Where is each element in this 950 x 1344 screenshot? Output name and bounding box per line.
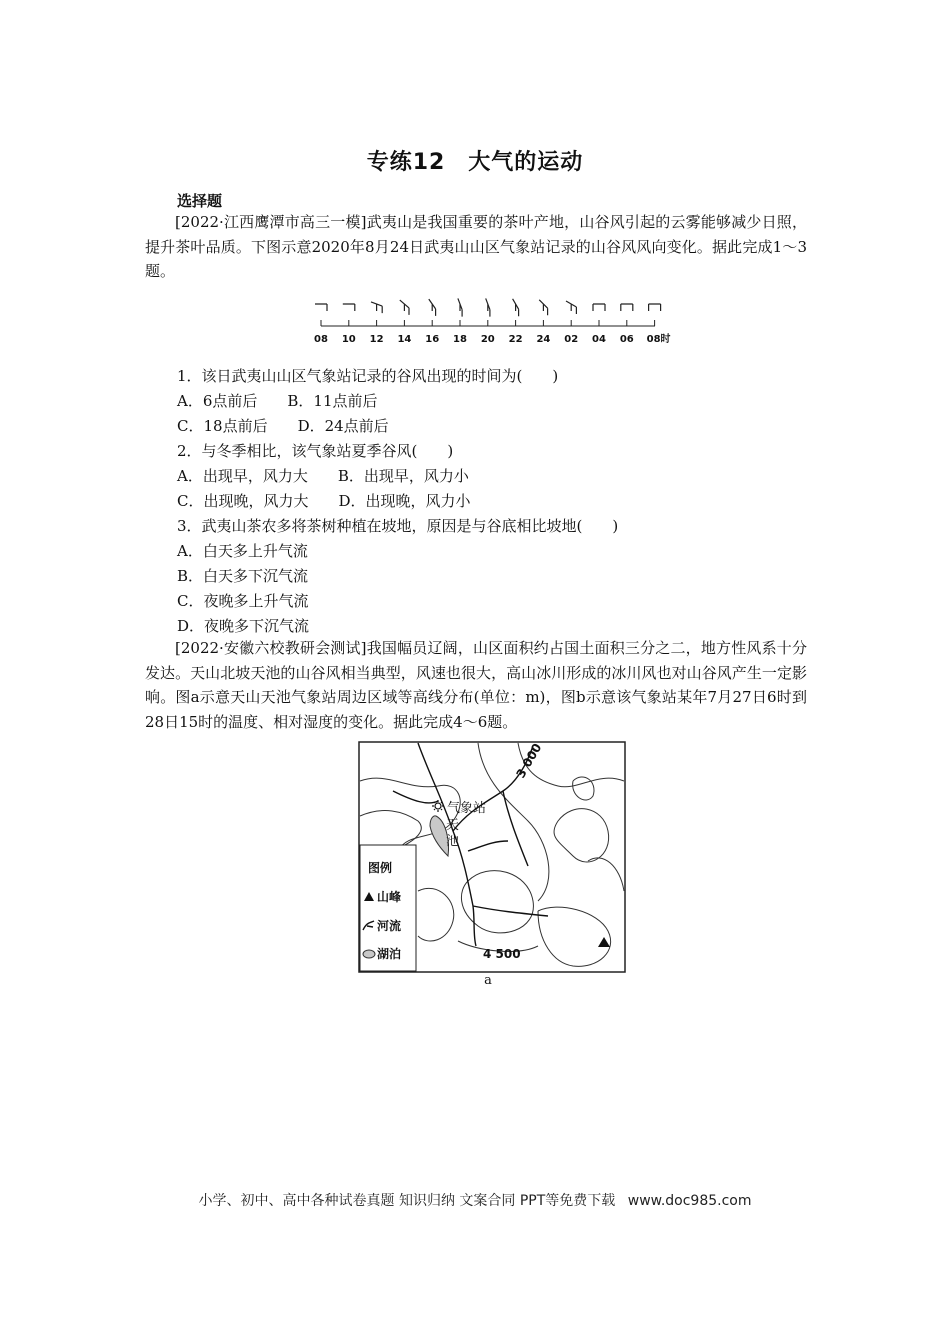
q2-options-ab: A．出现早，风力大 B．出现早，风力小	[177, 467, 469, 485]
wind-barb	[649, 304, 661, 311]
q3-option-a: A．白天多上升气流	[177, 542, 308, 560]
wind-direction-figure	[300, 294, 680, 350]
footer	[0, 1190, 950, 1210]
wind-barb	[513, 299, 519, 316]
section-heading: 选择题	[177, 192, 223, 210]
wind-barb	[621, 304, 633, 311]
time-tick-label: 20	[480, 334, 495, 345]
q3-option-c: C．夜晚多上升气流	[177, 592, 309, 610]
wind-barb	[371, 302, 382, 313]
legend-peak: 山峰	[377, 890, 402, 904]
time-tick-label: 08时	[646, 334, 671, 345]
legend-river: 河流	[377, 919, 402, 933]
time-tick-labels	[314, 332, 671, 345]
wind-barb	[458, 298, 462, 316]
legend-lake-icon	[363, 950, 375, 958]
footer-site-link[interactable]: www.doc985.com	[627, 1193, 752, 1209]
time-ticks	[321, 320, 655, 326]
legend-title: 图例	[368, 861, 393, 875]
intro-paragraph-1: [2022·江西鹰潭市高三一模]武夷山是我国重要的茶叶产地，山谷风引起的云雾能够减少日照，提升茶叶品质。下图示意2020年8月24日武夷山山区气象站记录的山谷风风向变化。据此完成1～3题。	[145, 213, 807, 280]
wind-barb	[539, 300, 547, 315]
time-tick-label: 12	[369, 334, 384, 345]
q1-options-cd: C．18点前后 D．24点前后	[177, 417, 389, 435]
wind-barb	[400, 300, 409, 315]
legend-lake: 湖泊	[377, 947, 402, 961]
page-title: 专练12 大气的运动	[366, 150, 584, 175]
time-tick-label: 14	[397, 334, 412, 345]
q1-stem: 1．该日武夷山山区气象站记录的谷风出现的时间为( )	[177, 367, 559, 385]
map-legend	[360, 845, 416, 971]
wind-barb	[429, 299, 436, 316]
q3-stem: 3．武夷山茶农多将茶树种植在坡地，原因是与谷底相比坡地( )	[177, 517, 619, 535]
lake-label-2: 池	[446, 834, 460, 849]
map-caption: a	[484, 973, 492, 988]
wind-barbs	[315, 298, 661, 316]
q2-options-cd: C．出现晚，风力大 D．出现晚，风力小	[177, 492, 471, 510]
station-label: 气象站	[447, 801, 487, 816]
q2-stem: 2．与冬季相比，该气象站夏季谷风( )	[177, 442, 454, 460]
wind-barb	[343, 304, 355, 311]
time-tick-label: 04	[592, 334, 606, 345]
time-tick-label: 24	[536, 334, 551, 345]
q1-options-ab: A．6点前后 B．11点前后	[177, 392, 378, 410]
contour-label-3000: 3 000	[513, 741, 545, 781]
contour-label-4500: 4 500	[483, 947, 521, 961]
time-tick-label: 06	[619, 334, 634, 345]
time-tick-label: 22	[508, 334, 523, 345]
wind-barb	[315, 304, 327, 311]
wind-barb	[486, 298, 490, 316]
q3-option-d: D．夜晚多下沉气流	[177, 617, 310, 635]
wind-barb	[566, 301, 576, 314]
time-tick-label: 02	[564, 334, 579, 345]
time-tick-label: 08	[314, 334, 328, 345]
lake-label-1: 天	[446, 818, 460, 833]
time-tick-label: 10	[341, 334, 356, 345]
contour-map	[358, 741, 626, 973]
intro-paragraph-2: [2022·安徽六校教研会测试]我国幅员辽阔，山区面积约占国土面积三分之二，地方性风系十分发达。天山北坡天池的山谷风相当典型，风速也很大，高山冰川形成的冰川风也对山谷风产生一定影响。图a示意天山天池气象站周边区域等高线分布(单位：m)，图b示意该气象站某年7月27日6时到28日15时的温度、相对湿度的变化。据此完成4～6题。	[145, 639, 807, 731]
time-tick-label: 16	[425, 334, 440, 345]
footer-text: 小学、初中、高中各种试卷真题 知识归纳 文案合同 PPT等免费下载	[198, 1193, 616, 1209]
q3-option-b: B．白天多下沉气流	[177, 567, 309, 585]
wind-barb	[593, 304, 605, 311]
time-tick-label: 18	[453, 334, 467, 345]
